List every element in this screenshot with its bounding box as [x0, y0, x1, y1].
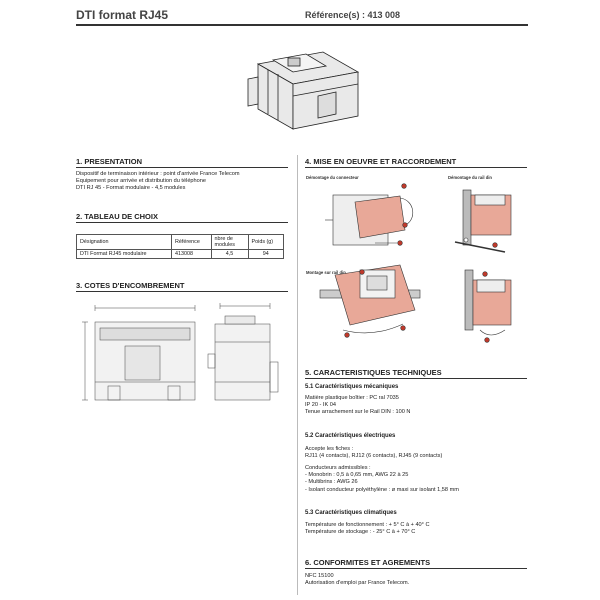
spec-line: - Isolant conducteur polyéthylène : ø maxi sur isolant 1,58 mm — [305, 486, 459, 493]
electrical-text-a — [305, 446, 442, 460]
table-cell: 413008 — [172, 250, 212, 259]
header-divider — [76, 24, 528, 26]
compliance-text — [305, 573, 409, 587]
table-cell: 94 — [248, 250, 283, 259]
reference-number: Référence(s) : 413 008 — [305, 10, 401, 20]
section-divider — [76, 167, 288, 168]
product-illustration — [228, 34, 368, 144]
presentation-line: Equipement pour arrivée et distribution du téléphone — [76, 178, 206, 185]
document-title: DTI format RJ45 — [76, 8, 169, 22]
spec-line: Température de fonctionnement : + 5° C à + 40° C — [305, 522, 430, 528]
section-choice-heading: 2. TABLEAU DE CHOIX — [76, 212, 158, 221]
section-installation-heading: 4. MISE EN OEUVRE ET RACCORDEMENT — [305, 157, 457, 166]
mechanical-subheading: 5.1 Caractéristiques mécaniques — [305, 384, 399, 390]
section-presentation-heading: 1. PRESENTATION — [76, 157, 142, 166]
climatic-text — [305, 522, 430, 536]
mechanical-text — [305, 395, 410, 417]
spec-line: Accepte les fiches : — [305, 446, 354, 452]
section-divider — [76, 291, 288, 292]
section-compliance-heading: 6. CONFORMITES ET AGREMENTS — [305, 558, 431, 567]
table-row — [77, 250, 284, 259]
section-divider — [305, 568, 527, 569]
spec-line: Matière plastique boîtier : PC ral 7035 — [305, 395, 399, 401]
table-header-cell: Référence — [172, 235, 212, 250]
presentation-text — [76, 171, 296, 193]
column-separator — [297, 155, 298, 595]
spec-line: - Monobrin : 0,5 à 0,65 mm, AWG 22 à 25 — [305, 472, 409, 479]
spec-line: RJ11 (4 contacts), RJ12 (6 contacts), RJ45 (9 contacts) — [305, 453, 443, 460]
section-divider — [305, 167, 527, 168]
table-header-row — [77, 235, 284, 250]
spec-line: Tenue arrachement sur le Rail DIN : 100 N — [305, 409, 411, 416]
electrical-text-b — [305, 465, 459, 494]
compliance-line: Autorisation d'emploi par France Telecom. — [305, 580, 410, 587]
table-cell: DTI Format RJ45 modulaire — [77, 250, 172, 259]
electrical-subheading: 5.2 Caractéristiques électriques — [305, 433, 396, 439]
installation-illustrations — [305, 180, 527, 350]
table-header-cell: Poids (g) — [248, 235, 283, 250]
section-divider — [76, 222, 288, 223]
presentation-line: Dispositif de terminaison intérieur : point d'arrivée France Telecom — [76, 171, 240, 177]
compliance-line: NFC 15100 — [305, 573, 334, 579]
caption-din-removal: Démontage du rail din — [448, 175, 492, 180]
section-specs-heading: 5. CARACTERISTIQUES TECHNIQUES — [305, 368, 442, 377]
table-header-cell: Désignation — [77, 235, 172, 250]
section-divider — [305, 378, 527, 379]
table-header-cell: nbre de modules — [211, 235, 248, 250]
spec-line: Conducteurs admissibles : — [305, 465, 371, 471]
choice-table — [76, 234, 284, 259]
caption-din-mounting: Montage sur rail din — [306, 270, 346, 275]
section-dimensions-heading: 3. COTES D'ENCOMBREMENT — [76, 281, 185, 290]
spec-line: - Multibrins : AWG 26 — [305, 479, 358, 486]
table-cell: 4,5 — [211, 250, 248, 259]
caption-connector-removal: Démontage du connecteur — [306, 175, 359, 180]
dimension-drawings — [80, 302, 290, 412]
spec-line: IP 20 - IK 04 — [305, 402, 336, 409]
spec-line: Température de stockage : - 25° C à + 70° C — [305, 529, 416, 536]
climatic-subheading: 5.3 Caractéristiques climatiques — [305, 510, 397, 516]
presentation-line: DTI RJ 45 - Format modulaire - 4,5 modules — [76, 185, 186, 192]
